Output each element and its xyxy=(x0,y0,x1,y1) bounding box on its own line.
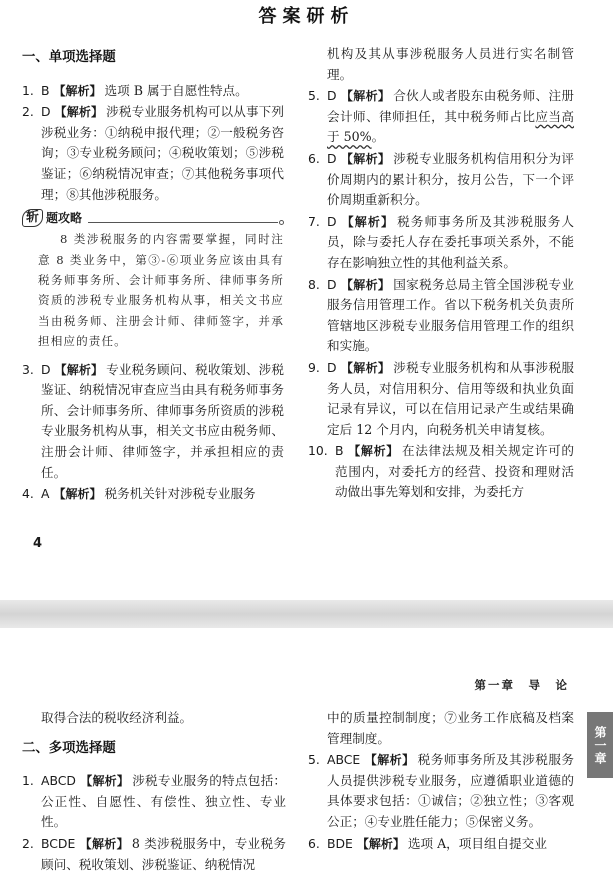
section-heading-single-choice: 一、单项选择题 xyxy=(22,50,116,65)
answer-letter: BDE xyxy=(327,835,353,851)
answer-item-6 xyxy=(308,149,574,211)
answer-letter: D xyxy=(41,361,51,377)
analysis-text: 税务师事务所及其涉税服务人员提供涉税专业服务，应遵循职业道德的具体要求包括：①诚信；②独立性；③客观公正；④专业胜任能力；⑤保密义务。 xyxy=(327,752,574,829)
item-number: 5. xyxy=(308,88,320,104)
analysis-tag: 【解析】 xyxy=(340,360,391,375)
answer-item-8 xyxy=(308,275,574,357)
answer-item-3 xyxy=(22,360,284,484)
continuation-text: 中的质量控制制度；⑦业务工作底稿及档案管理制度。 xyxy=(327,710,574,746)
answer-item-7 xyxy=(308,212,574,274)
tip-badge: 斩 xyxy=(22,209,43,227)
analysis-text: 涉税专业服务机构信用积分为评价周期内的累计积分，按月公告，下一个评价周期重新积分。 xyxy=(327,150,574,208)
analysis-tag: 【解析】 xyxy=(340,89,391,104)
answer-letter: ABCE xyxy=(327,752,361,768)
analysis-text: 专业税务顾问、税收策划、涉税鉴证、纳税情况审查应当由具有税务师事务所、会计师事务所、律师事务所资质的涉税专业服务机构从事，相关文书应由税务师、注册会计师、律师签字，并承担相应的责任。 xyxy=(41,361,284,480)
answer-item-4 xyxy=(22,484,284,505)
analysis-text: 选项 A，项目组自提交业 xyxy=(407,835,547,851)
answer-letter: D xyxy=(327,213,337,229)
page-number: 4 xyxy=(33,536,43,551)
item-number: 1. xyxy=(22,773,34,789)
answer-letter: D xyxy=(327,88,337,104)
tip-text: 8 类涉税服务的内容需要掌握，同时注意 8 类业务中，第③-⑥项业务应该由具有税务师事务所、会计师事务所、律师事务所资质的涉税专业服务机构从事，相关文书应当由税务师、注册会计师、律师签字，并承担相应的责任。 xyxy=(38,232,284,349)
analysis-text-end: 。 xyxy=(371,129,385,145)
item-number: 3. xyxy=(22,361,34,377)
analysis-tag: 【解析】 xyxy=(53,83,102,98)
answer-letter: D xyxy=(41,104,51,120)
tip-header xyxy=(22,207,284,229)
bottom-page xyxy=(0,628,613,880)
answer-letter: A xyxy=(41,486,50,502)
analysis-tag: 【解析】 xyxy=(364,753,415,768)
item-number: 6. xyxy=(308,835,320,851)
item-number: 2. xyxy=(22,835,34,851)
analysis-tag: 【解析】 xyxy=(79,774,130,789)
item-number: 4. xyxy=(22,486,34,502)
answer-item-5 xyxy=(308,750,574,832)
analysis-tag: 【解析】 xyxy=(79,836,129,851)
item-number: 5. xyxy=(308,752,320,768)
page-separator xyxy=(0,600,613,628)
chapter-header: 第一章 导 论 xyxy=(474,678,569,692)
item-number: 10. xyxy=(308,443,328,459)
tip-divider-line xyxy=(88,222,278,223)
answer-letter: D xyxy=(327,276,337,292)
continued-text xyxy=(22,708,286,729)
answer-letter: D xyxy=(327,150,337,166)
answer-letter: BCDE xyxy=(41,835,76,851)
answer-item-10 xyxy=(308,441,574,503)
analysis-tag: 【解析】 xyxy=(340,214,395,229)
analysis-text: 涉税专业服务机构可以从事下列涉税业务：①纳税申报代理；②一般税务咨询；③专业税务顾问；④税收策划；⑤涉税鉴证；⑥纳税情况审查；⑦其他税务事项代理；⑧其他涉税服务。 xyxy=(41,104,284,202)
bottom-right-column xyxy=(308,708,574,855)
top-left-column xyxy=(22,44,284,506)
analysis-tag: 【解析】 xyxy=(356,836,405,851)
analysis-tag: 【解析】 xyxy=(53,487,102,502)
answer-item-2 xyxy=(22,102,284,205)
top-right-column xyxy=(308,44,574,504)
continued-text xyxy=(308,708,574,749)
answer-item-1 xyxy=(22,81,284,102)
answer-item-6 xyxy=(308,834,574,855)
answer-item-2 xyxy=(22,834,286,875)
tip-box xyxy=(22,207,284,351)
continuation-text: 机构及其从事涉税服务人员进行实名制管理。 xyxy=(327,46,574,82)
answer-item-9 xyxy=(308,358,574,440)
section-heading-multiple-choice: 二、多项选择题 xyxy=(22,740,116,756)
analysis-tag: 【解析】 xyxy=(347,444,399,459)
analysis-text: 涉税专业服务的特点包括：公正性、自愿性、有偿性、独立性、专业性。 xyxy=(41,773,286,830)
page-title: 答案研析 xyxy=(258,6,355,27)
item-number: 1. xyxy=(22,82,34,98)
analysis-text: 税务机关针对涉税专业服务 xyxy=(104,486,256,502)
analysis-tag: 【解析】 xyxy=(54,362,104,377)
analysis-tag: 【解析】 xyxy=(54,105,104,120)
answer-item-5 xyxy=(308,86,574,148)
item-number: 9. xyxy=(308,359,320,375)
answer-letter: ABCD xyxy=(41,773,76,789)
answer-letter: D xyxy=(327,359,337,375)
continuation-text: 取得合法的税收经济利益。 xyxy=(41,710,193,725)
analysis-text: 在法律法规及相关规定许可的范围内，对委托方的经营、投资和理财活动做出事先筹划和安排，为委托方 xyxy=(335,443,574,500)
analysis-tag: 【解析】 xyxy=(340,151,391,166)
item-number: 2. xyxy=(22,104,34,120)
tip-divider-dot xyxy=(279,220,284,225)
item-number: 6. xyxy=(308,150,320,166)
emphasized-text: 应当高于 50% xyxy=(327,108,575,145)
answer-letter: B xyxy=(41,82,50,98)
answer-letter: B xyxy=(335,443,344,459)
analysis-tag: 【解析】 xyxy=(340,277,391,292)
continued-text xyxy=(308,44,574,85)
tip-title: 题攻略 xyxy=(46,210,83,225)
analysis-text: 税务师事务所及其涉税服务人员，除与委托人存在委托事项关系外，不能存在影响独立性的其他利益关系。 xyxy=(327,213,574,270)
analysis-text: 合伙人或者股东由税务师、注册会计师、律师担任，其中税务师占比 xyxy=(327,88,574,124)
item-number: 8. xyxy=(308,276,320,292)
chapter-tab: 第一章 xyxy=(587,712,613,778)
answer-item-1 xyxy=(22,771,286,833)
analysis-text: 涉税专业服务机构和从事涉税服务人员，对信用积分、信用等级和执业负面记录有异议，可以在信用记录产生或结果确定后 12 个月内，向税务机关申请复核。 xyxy=(327,359,574,437)
analysis-text: 国家税务总局主管全国涉税专业服务信用管理工作。省以下税务机关负责所管辖地区涉税专业服务信用管理工作的组织和实施。 xyxy=(327,276,574,354)
item-number: 7. xyxy=(308,213,320,229)
analysis-text: 8 类涉税服务中，专业税务顾问、税收策划、涉税鉴证、纳税情况 xyxy=(41,835,286,872)
analysis-text: 选项 B 属于自愿性特点。 xyxy=(104,82,248,98)
bottom-left-column xyxy=(22,708,286,876)
